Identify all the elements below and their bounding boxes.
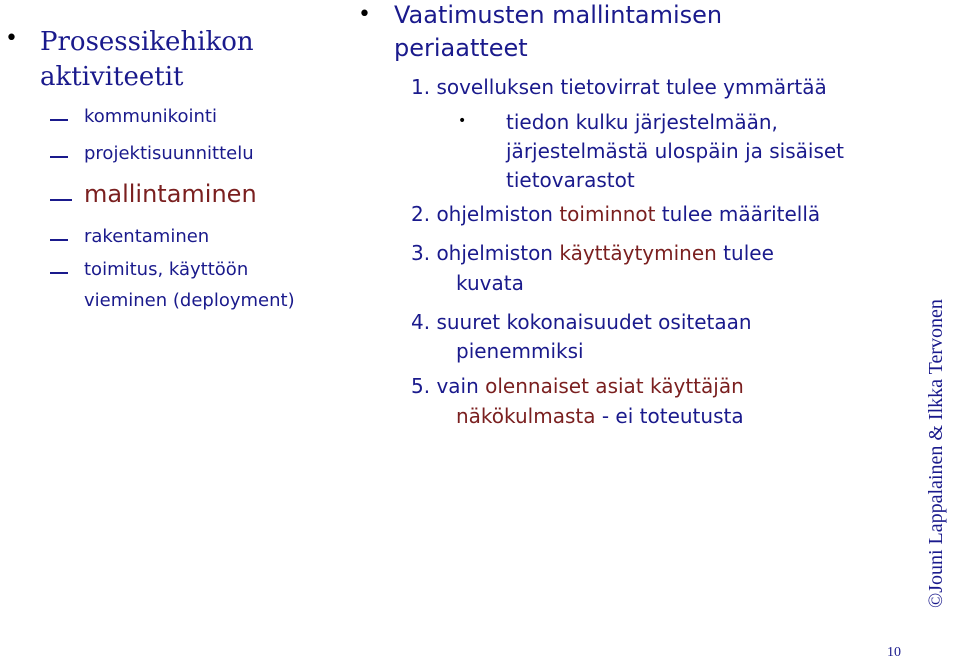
principle-1: 1. sovelluksen tietovirrat tulee ymmärtää <box>411 75 827 99</box>
principle-3: 3. ohjelmiston käyttäytyminen tulee <box>411 241 774 265</box>
dash-3 <box>50 199 72 201</box>
dash-5 <box>50 272 68 274</box>
principle-5: 5. vain olennaiset asiat käyttäjän <box>411 374 744 398</box>
sub-bullet: • <box>458 113 467 129</box>
principle-5-highlight: olennaiset asiat käyttäjän <box>485 374 744 398</box>
principle-5-line2: näkökulmasta - ei toteutusta <box>456 404 744 428</box>
principle-2: 2. ohjelmiston toiminnot tulee määritellä <box>411 202 821 226</box>
right-title-line2: periaatteet <box>394 34 528 62</box>
right-title-line1: Vaatimusten mallintamisen <box>394 1 723 29</box>
dash-1 <box>50 119 68 121</box>
left-item-rakentaminen: rakentaminen <box>84 226 210 247</box>
principle-4-line2: pienemmiksi <box>456 339 584 363</box>
principle-3-highlight: käyttäytyminen <box>559 241 717 265</box>
left-item-vieminen: vieminen (deployment) <box>84 290 295 311</box>
left-item-kommunikointi: kommunikointi <box>84 106 217 127</box>
left-item-projektisuunnittelu: projektisuunnittelu <box>84 143 254 164</box>
left-item-mallintaminen: mallintaminen <box>84 180 257 208</box>
principle-1-detail-line1: tiedon kulku järjestelmään, <box>506 110 778 134</box>
left-item-toimitus: toimitus, käyttöön <box>84 259 249 280</box>
principle-1-detail-line2: järjestelmästä ulospäin ja sisäiset <box>506 139 845 163</box>
page-number: 10 <box>887 645 901 660</box>
principle-2-highlight: toiminnot <box>559 202 656 226</box>
copyright-vertical: ©Jouni Lappalainen & Ilkka Tervonen <box>925 299 947 608</box>
right-bullet: • <box>358 2 371 27</box>
left-bullet: • <box>5 26 18 51</box>
dash-4 <box>50 239 68 241</box>
principle-4-line1: 4. suuret kokonaisuudet ositetaan <box>411 310 752 334</box>
left-title-line2: aktiviteetit <box>40 62 184 92</box>
principle-3-line2: kuvata <box>456 271 524 295</box>
left-title-line1: Prosessikehikon <box>40 27 254 57</box>
dash-2 <box>50 156 68 158</box>
principle-1-detail-line3: tietovarastot <box>506 168 635 192</box>
